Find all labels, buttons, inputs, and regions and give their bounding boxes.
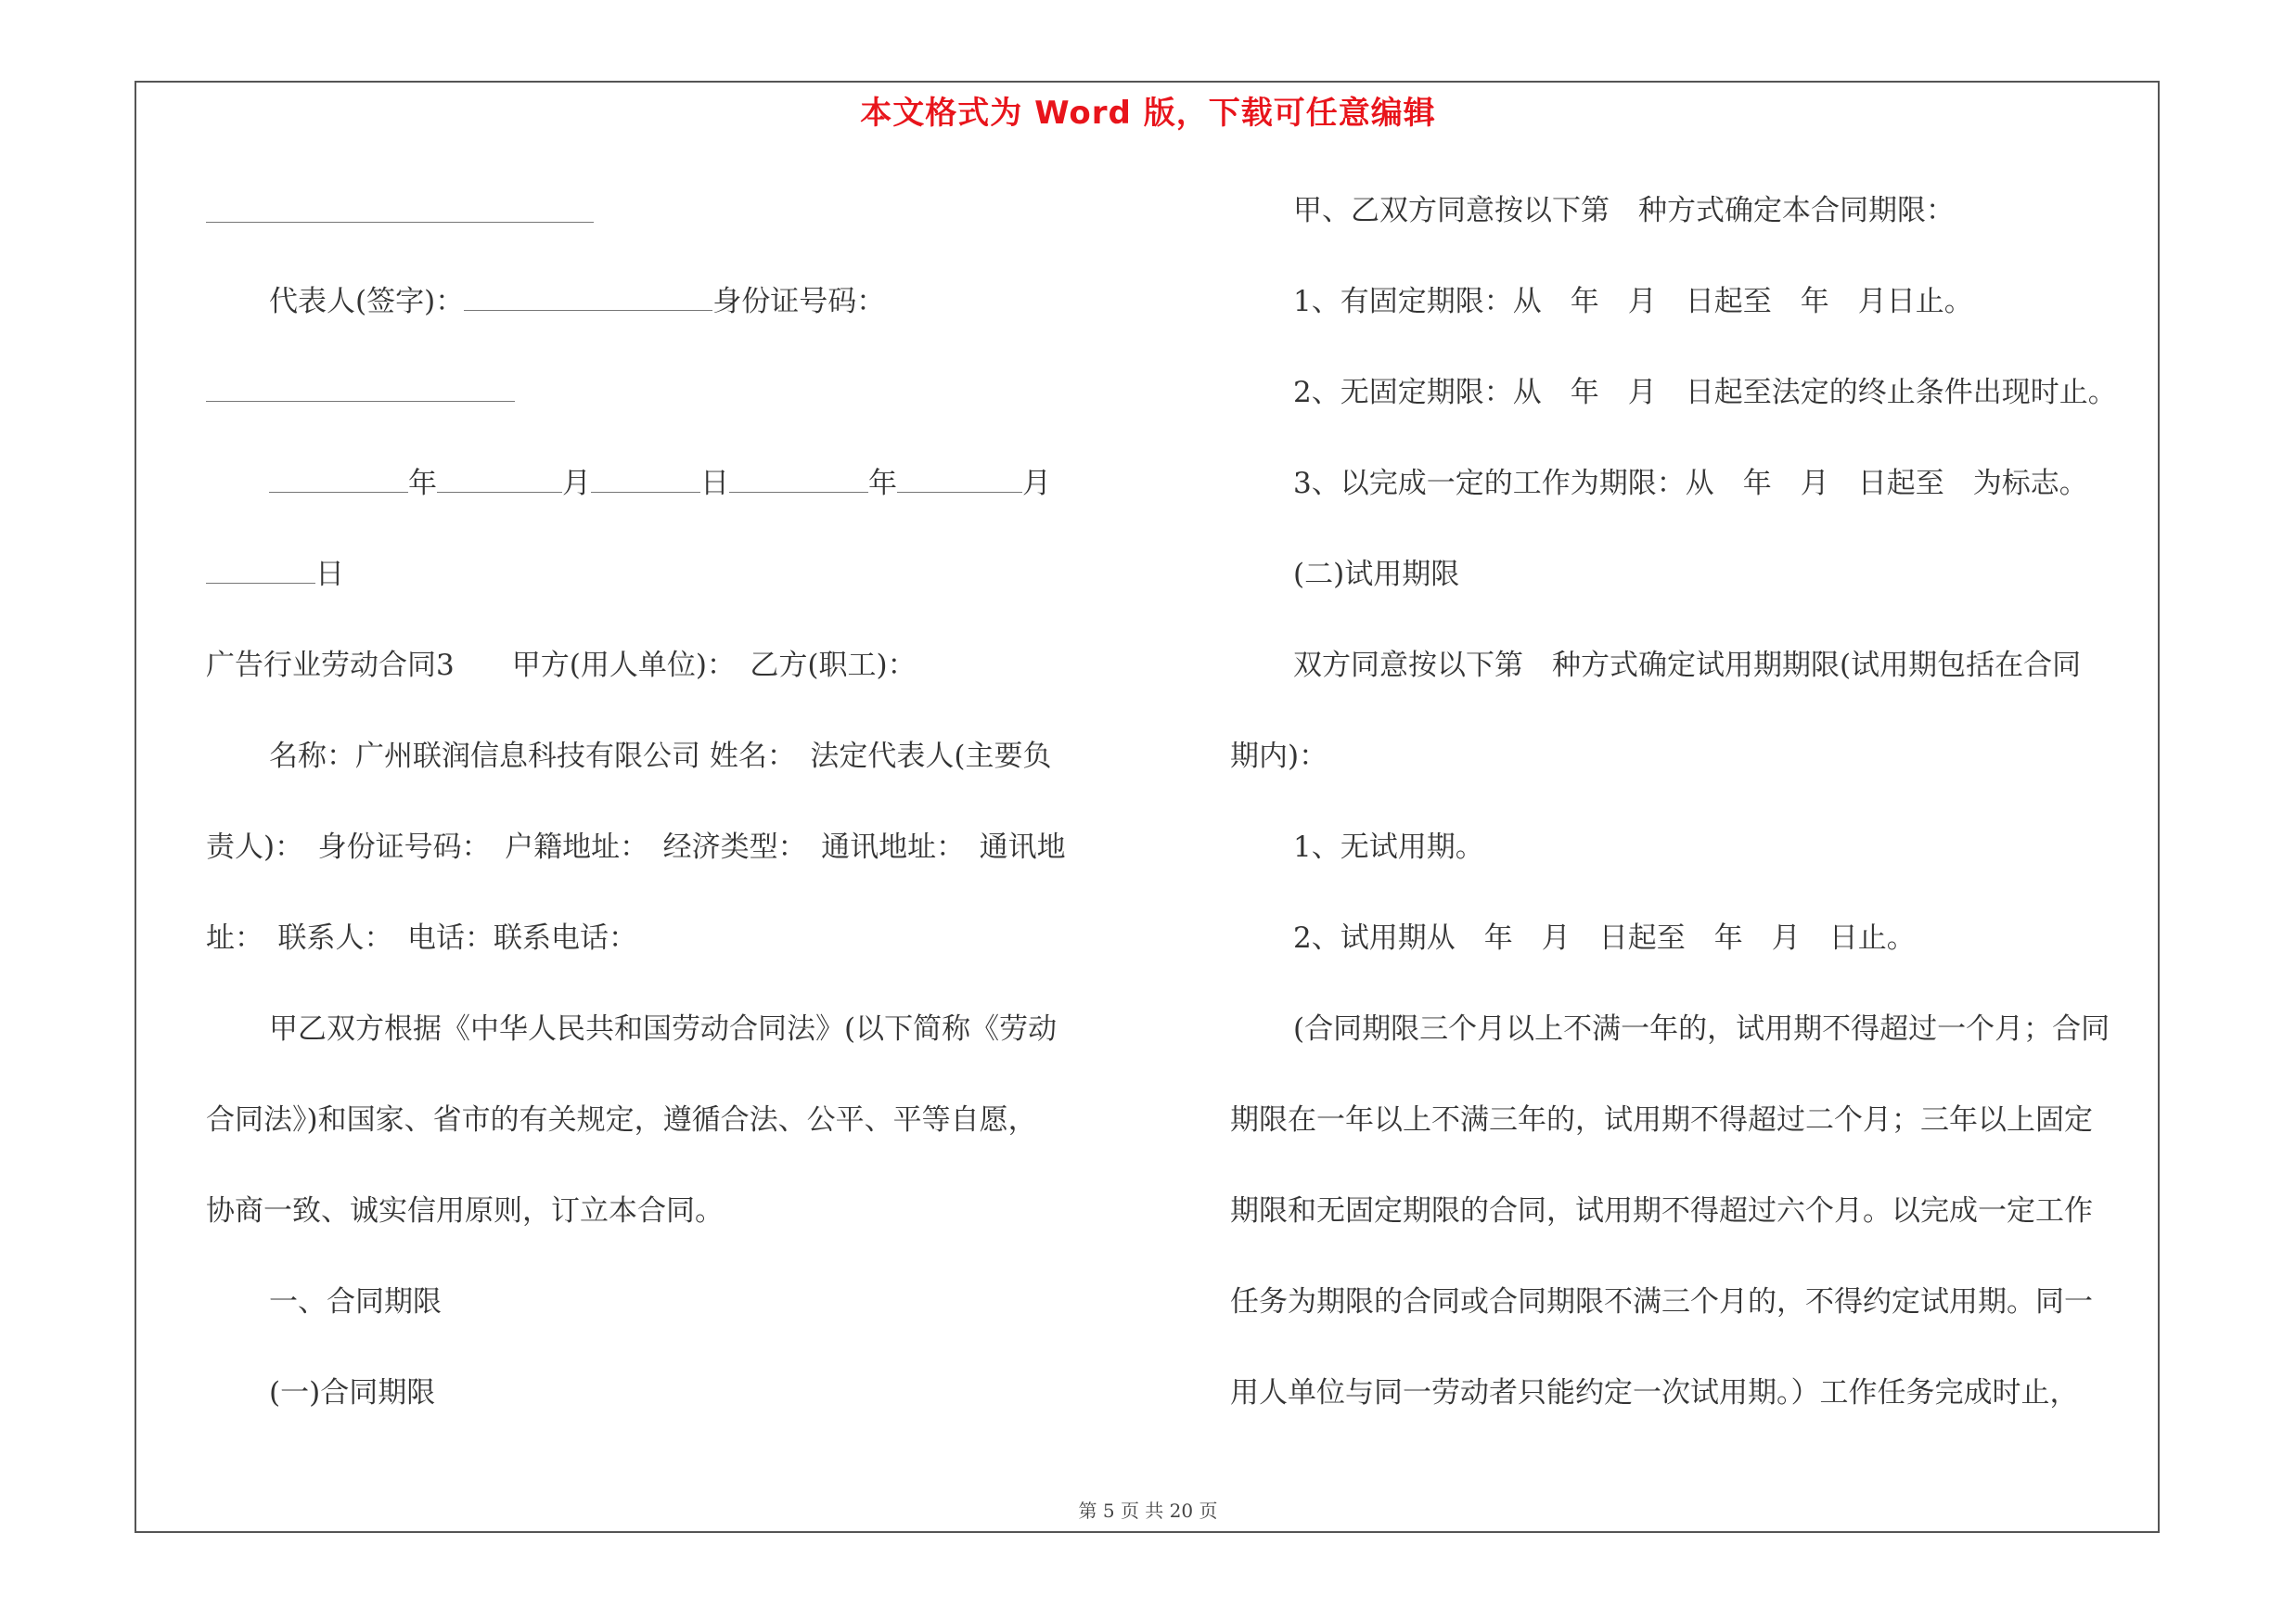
paragraph-line: 3、以完成一定的工作为期限：从 年 月 日起至 为标志。 [1293, 467, 2088, 500]
id-number-label: 身份证号码： [712, 285, 886, 318]
representative-label: 代表人(签字)： [269, 285, 465, 318]
year-label: 年 [868, 467, 897, 500]
paragraph-line: 责人)： 身份证号码： 户籍地址： 经济类型： 通讯地址： 通讯地 [206, 831, 1066, 864]
paragraph-line: 期内)： [1230, 740, 1328, 773]
month-label: 月 [1022, 467, 1051, 500]
date-line [206, 465, 1051, 502]
representative-line [206, 283, 885, 320]
page-number-footer: 第 5 页 共 20 页 [1078, 1500, 1218, 1522]
day-label: 日 [315, 558, 344, 591]
paragraph-line: 1、有固定期限：从 年 月 日起至 年 月日止。 [1293, 285, 1973, 318]
contract-title-line: 广告行业劳动合同3 甲方(用人单位)： 乙方(职工)： [206, 649, 917, 682]
paragraph-line: 合同法》)和国家、省市的有关规定，遵循合法、公平、平等自愿， [206, 1103, 1037, 1137]
day-label: 日 [700, 467, 729, 500]
day-line [206, 556, 344, 593]
format-banner: 本文格式为 Word 版，下载可任意编辑 [860, 95, 1436, 132]
paragraph-line: 期限和无固定期限的合同，试用期不得超过六个月。以完成一定工作 [1230, 1194, 2093, 1228]
paragraph-line: 2、试用期从 年 月 日起至 年 月 日止。 [1293, 921, 1916, 955]
blank-underline [206, 375, 515, 402]
paragraph-line: 甲乙双方根据《中华人民共和国劳动合同法》(以下简称《劳动 [269, 1012, 1058, 1046]
paragraph-line: 期限在一年以上不满三年的，试用期不得超过二个月；三年以上固定 [1230, 1103, 2093, 1137]
subsection-heading: (二)试用期限 [1293, 558, 1460, 591]
paragraph-line: 2、无固定期限：从 年 月 日起至法定的终止条件出现时止。 [1293, 376, 2117, 409]
section-heading: 一、合同期限 [269, 1285, 442, 1319]
paragraph-line: 甲、乙双方同意按以下第 种方式确定本合同期限： [1293, 194, 1955, 227]
subsection-heading: (一)合同期限 [269, 1376, 436, 1410]
paragraph-line: 协商一致、诚实信用原则，订立本合同。 [206, 1194, 724, 1228]
blank-underline [206, 196, 594, 223]
paragraph-line: 用人单位与同一劳动者只能约定一次试用期。）工作任务完成时止， [1230, 1376, 2079, 1410]
signature-blank-line [206, 195, 594, 232]
paragraph-line: 任务为期限的合同或合同期限不满三个月的，不得约定试用期。同一 [1230, 1285, 2093, 1319]
blank-underline [464, 284, 712, 311]
paragraph-line: (合同期限三个月以上不满一年的，试用期不得超过一个月；合同 [1293, 1012, 2110, 1046]
year-label: 年 [408, 467, 437, 500]
paragraph-line: 名称：广州联润信息科技有限公司 姓名： 法定代表人(主要负 [269, 740, 1052, 773]
paragraph-line: 1、无试用期。 [1293, 831, 1484, 864]
paragraph-line: 双方同意按以下第 种方式确定试用期期限(试用期包括在合同 [1293, 649, 2082, 682]
paragraph-line: 址： 联系人： 电话：联系电话： [206, 921, 637, 955]
month-label: 月 [562, 467, 591, 500]
id-blank-line [206, 374, 515, 411]
